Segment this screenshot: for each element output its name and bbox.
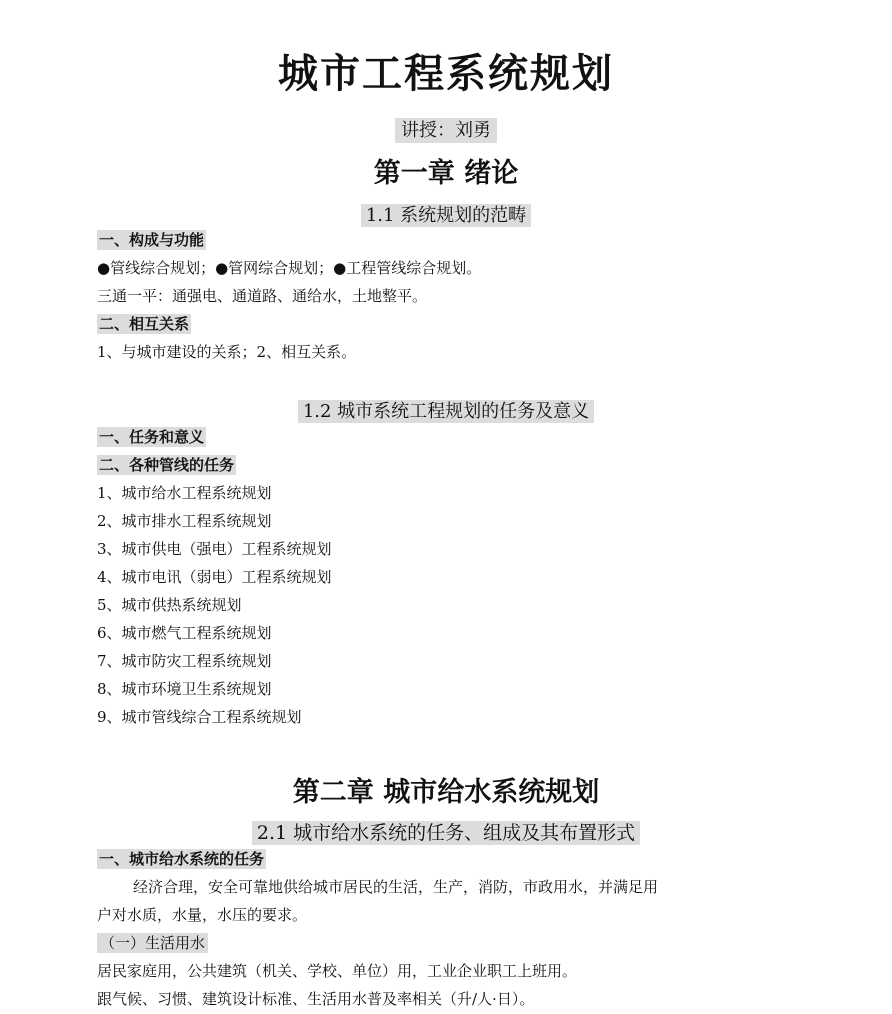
paragraph: 三通一平：通强电、通道路、通给水，土地整平。 (97, 287, 428, 305)
list-item: 6、城市燃气工程系统规划 (97, 624, 272, 642)
section-1-2 (0, 397, 892, 423)
paragraph: 跟气候、习惯、建筑设计标准、生活用水普及率相关（升/人·日）。 (97, 990, 535, 1008)
heading-relations (97, 313, 191, 334)
chapter-2-title: 第二章 城市给水系统规划 (292, 777, 600, 808)
section-2-1 (0, 818, 892, 845)
list-item: 4、城市电讯（弱电）工程系统规划 (97, 568, 332, 586)
list-item: 1、城市给水工程系统规划 (97, 484, 272, 502)
list-item: 8、城市环境卫生系统规划 (97, 680, 272, 698)
lecturer-label: 讲授：刘勇 (395, 118, 497, 143)
list-item: 2、城市排水工程系统规划 (97, 512, 272, 530)
heading-composition-label: 一、构成与功能 (99, 231, 205, 249)
heading-composition (97, 229, 206, 250)
list-item: 9、城市管线综合工程系统规划 (97, 708, 302, 726)
heading-pipeline-tasks (97, 454, 236, 475)
section-1-1 (0, 201, 892, 227)
section-1-2-title: 1.2 城市系统工程规划的任务及意义 (298, 400, 594, 423)
section-1-1-title: 1.1 系统规划的范畴 (361, 204, 531, 227)
heading-tasks (97, 426, 206, 447)
subheading-domestic-water (97, 932, 208, 953)
heading-water-supply-tasks-label: 一、城市给水系统的任务 (99, 850, 265, 868)
heading-tasks-label: 一、任务和意义 (99, 428, 205, 446)
heading-water-supply-tasks (97, 848, 266, 869)
chapter-1-title: 第一章 绪论 (373, 158, 519, 189)
document-title: 城市工程系统规划 (278, 51, 614, 97)
paragraph: ●管线综合规划；●管网综合规划；●工程管线综合规划。 (97, 259, 482, 277)
paragraph: 1、与城市建设的关系；2、相互关系。 (97, 343, 357, 361)
list-item: 3、城市供电（强电）工程系统规划 (97, 540, 332, 558)
paragraph: 户对水质，水量，水压的要求。 (97, 906, 308, 924)
heading-relations-label: 二、相互关系 (99, 315, 190, 333)
list-item: 7、城市防灾工程系统规划 (97, 652, 272, 670)
lecturer-line (0, 116, 892, 142)
paragraph: 居民家庭用，公共建筑（机关、学校、单位）用，工业企业职工上班用。 (97, 962, 578, 980)
list-item: 5、城市供热系统规划 (97, 596, 242, 614)
paragraph: 经济合理，安全可靠地供给城市居民的生活，生产，消防，市政用水，并满足用 (133, 878, 659, 896)
subheading-domestic-water-label: （一）生活用水 (97, 933, 208, 953)
section-2-1-title: 2.1 城市给水系统的任务、组成及其布置形式 (252, 821, 640, 845)
heading-pipeline-tasks-label: 二、各种管线的任务 (99, 456, 235, 474)
